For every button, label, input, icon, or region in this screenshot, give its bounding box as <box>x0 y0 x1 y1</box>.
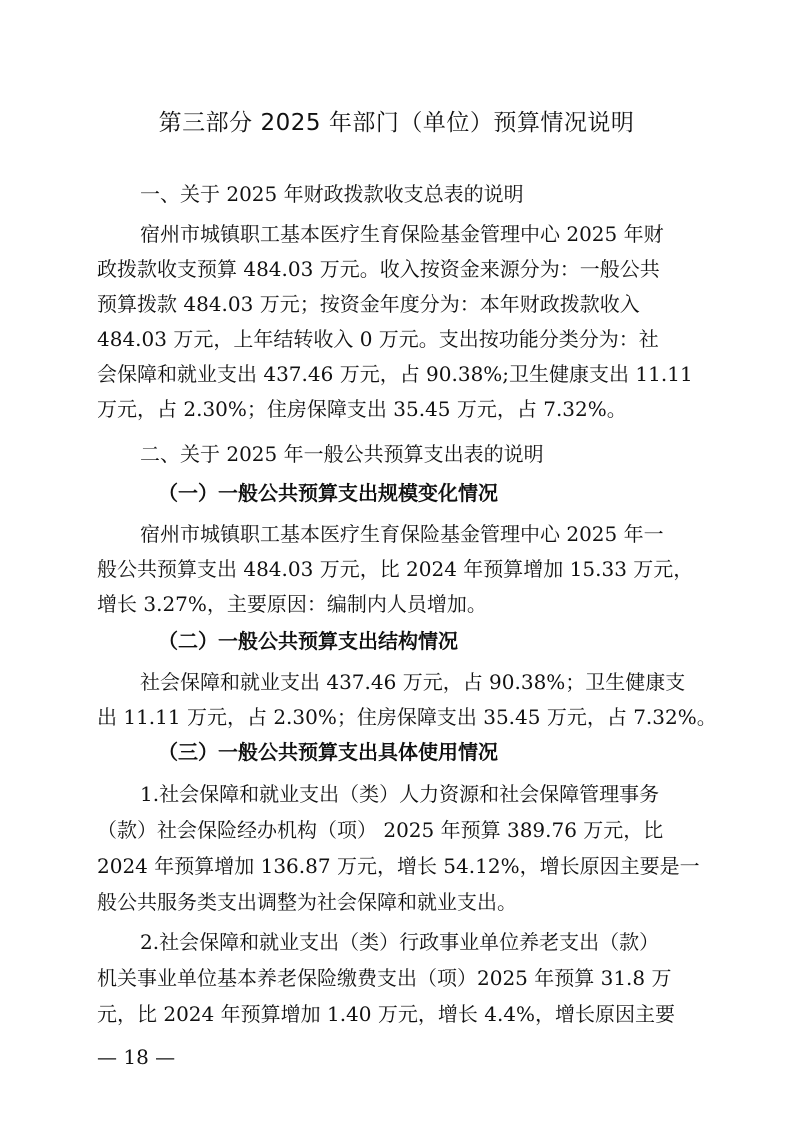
section-heading: 一、关于 2025 年财政拨款收支总表的说明 <box>140 182 524 206</box>
page-number: — 18 — <box>97 1045 176 1069</box>
document-title: 第三部分 2025 年部门（单位）预算情况说明 <box>158 110 635 136</box>
paragraph-line: 元，比 2024 年预算增加 1.40 万元，增长 4.4%，增长原因主要 <box>97 1002 676 1026</box>
subsection-heading: （三）一般公共预算支出具体使用情况 <box>158 740 498 764</box>
section-heading: 二、关于 2025 年一般公共预算支出表的说明 <box>140 442 544 466</box>
paragraph-line: 般公共预算支出 484.03 万元，比 2024 年预算增加 15.33 万元， <box>97 557 694 581</box>
paragraph-line: 般公共服务类支出调整为社会保障和就业支出。 <box>97 890 517 914</box>
subsection-heading: （一）一般公共预算支出规模变化情况 <box>158 481 498 505</box>
paragraph-line: 增长 3.27%，主要原因：编制内人员增加。 <box>97 592 487 616</box>
subsection-heading: （二）一般公共预算支出结构情况 <box>158 629 458 653</box>
paragraph-line: 1.社会保障和就业支出（类）人力资源和社会保障管理事务 <box>140 782 660 806</box>
paragraph-line: 宿州市城镇职工基本医疗生育保险基金管理中心 2025 年财 <box>140 222 664 246</box>
paragraph-line: （款）社会保险经办机构（项） 2025 年预算 389.76 万元，比 <box>97 818 664 842</box>
paragraph-line: 预算拨款 484.03 万元；按资金年度分为：本年财政拨款收入 <box>97 292 640 316</box>
paragraph-line: 政拨款收支预算 484.03 万元。收入按资金来源分为：一般公共 <box>97 257 660 281</box>
paragraph-line: 会保障和就业支出 437.46 万元，占 90.38%;卫生健康支出 11.11 <box>97 362 693 386</box>
paragraph-line: 社会保障和就业支出 437.46 万元，占 90.38%；卫生健康支 <box>140 670 686 694</box>
paragraph-line: 出 11.11 万元，占 2.30%；住房保障支出 35.45 万元，占 7.32%。 <box>97 705 717 729</box>
paragraph-line: 机关事业单位基本养老保险缴费支出（项）2025 年预算 31.8 万 <box>97 966 672 990</box>
paragraph-line: 484.03 万元，上年结转收入 0 万元。支出按功能分类分为：社 <box>97 327 659 351</box>
paragraph-line: 2024 年预算增加 136.87 万元，增长 54.12%，增长原因主要是一 <box>97 854 700 878</box>
paragraph-line: 万元，占 2.30%；住房保障支出 35.45 万元，占 7.32%。 <box>97 397 627 421</box>
paragraph-line: 宿州市城镇职工基本医疗生育保险基金管理中心 2025 年一 <box>140 522 664 546</box>
paragraph-line: 2.社会保障和就业支出（类）行政事业单位养老支出（款） <box>140 930 660 954</box>
